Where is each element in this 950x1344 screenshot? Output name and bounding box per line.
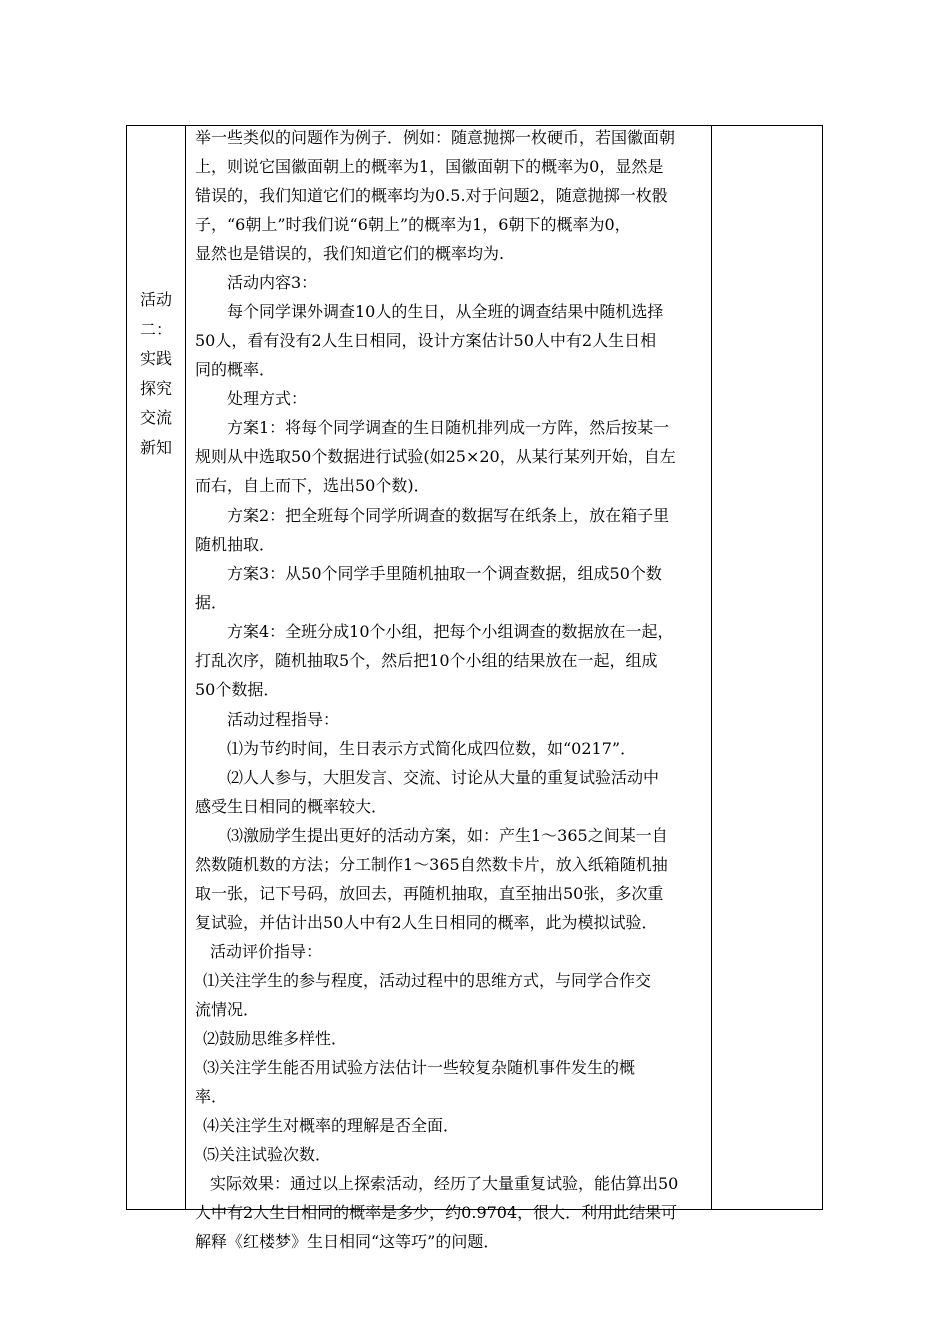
content-line: 方案4：全班分成10个小组，把每个小组调查的数据放在一起， (227, 622, 674, 641)
activity-label-line: 二： (139, 319, 172, 339)
content-line: ⑶关注学生能否用试验方法估计一些较复杂随机事件发生的概 (203, 1058, 636, 1077)
content-line: 子，“6朝上”时我们说“6朝上”的概率为1，6朝下的概率为0， (195, 215, 631, 234)
content-line: 感受生日相同的概率较大． (195, 797, 388, 816)
content-line: 上，则说它国徽面朝上的概率为1，国徽面朝下的概率为0，显然是 (195, 157, 664, 176)
activity-label-line: 活动 (139, 290, 172, 309)
content-line: ⑵鼓励思维多样性． (203, 1029, 348, 1048)
column-divider-right (711, 126, 712, 1209)
content-line: 解释《红楼梦》生日相同“这等巧”的问题． (195, 1232, 500, 1251)
content-line: 处理方式： (227, 389, 308, 408)
content-line: 活动过程指导： (227, 710, 340, 729)
content-line: ⑴为节约时间，生日表示方式简化成四位数，如“0217”． (227, 739, 637, 758)
content-line: 人中有2人生日相同的概率是多少，约0.9704，很大．利用此结果可 (195, 1203, 678, 1222)
content-line: 规则从中选取50个数据进行试验(如25×20，从某行某列开始，自左 (195, 447, 676, 466)
content-line: 活动评价指导： (210, 942, 323, 961)
content-line: 率． (195, 1087, 228, 1106)
content-line: 然数随机数的方法；分工制作1～365自然数卡片，放入纸箱随机抽 (195, 855, 668, 874)
content-line: ⑷关注学生对概率的理解是否全面． (203, 1116, 460, 1135)
content-line: ⑵人人参与，大胆发言、交流、讨论从大量的重复试验活动中 (227, 768, 660, 787)
content-line: 方案3：从50个同学手里随机抽取一个调查数据，组成50个数 (227, 564, 662, 583)
content-line: 举一些类似的问题作为例子．例如：随意抛掷一枚硬币，若国徽面朝 (195, 128, 676, 147)
content-line: 据． (195, 593, 228, 612)
content-line: 打乱次序，随机抽取5个，然后把10个小组的结果放在一起，组成 (195, 651, 658, 670)
activity-label-line: 交流 (139, 408, 172, 427)
content-line: 显然也是错误的，我们知道它们的概率均为. (195, 244, 505, 263)
content-line: ⑶激励学生提出更好的活动方案，如：产生1～365之间某一自 (227, 826, 668, 845)
activity-label-line: 新知 (139, 437, 172, 457)
lesson-table (126, 125, 823, 1251)
content-line: 实际效果：通过以上探索活动，经历了大量重复试验，能估算出50 (210, 1174, 679, 1193)
activity-label-cell (127, 126, 185, 1209)
content-line: 流情况． (195, 1000, 260, 1019)
activity-label-line: 实践 (139, 349, 172, 368)
column-divider-left (185, 126, 186, 1209)
activity-label (127, 285, 185, 462)
content-line: 活动内容3： (227, 273, 318, 292)
content-line: 随机抽取． (195, 535, 276, 554)
content-line: 取一张，记下号码，放回去，再随机抽取，直至抽出50张，多次重 (195, 884, 664, 903)
content-line: 方案2：把全班每个同学所调查的数据写在纸条上，放在箱子里 (227, 506, 670, 525)
content-line: 50个数据． (195, 680, 280, 699)
content-line: 同的概率． (195, 360, 276, 379)
content-line: 50人，看有没有2人生日相同，设计方案估计50人中有2人生日相 (195, 331, 657, 350)
content-line: ⑴关注学生的参与程度，活动过程中的思维方式，与同学合作交 (203, 971, 652, 990)
content-line: 错误的，我们知道它们的概率均为0.5.对于问题2，随意抛掷一枚骰 (195, 186, 668, 205)
content-line: ⑸关注试验次数． (203, 1145, 332, 1164)
content-line: 方案1：将每个同学调查的生日随机排列成一方阵，然后按某一 (227, 418, 670, 437)
activity-label-line: 探究 (139, 378, 172, 398)
content-line: 而右，自上而下，选出50个数)． (195, 476, 430, 495)
content-line: 每个同学课外调查10人的生日，从全班的调查结果中随机选择 (227, 302, 664, 321)
content-line: 复试验，并估计出50人中有2人生日相同的概率，此为模拟试验． (195, 913, 658, 932)
